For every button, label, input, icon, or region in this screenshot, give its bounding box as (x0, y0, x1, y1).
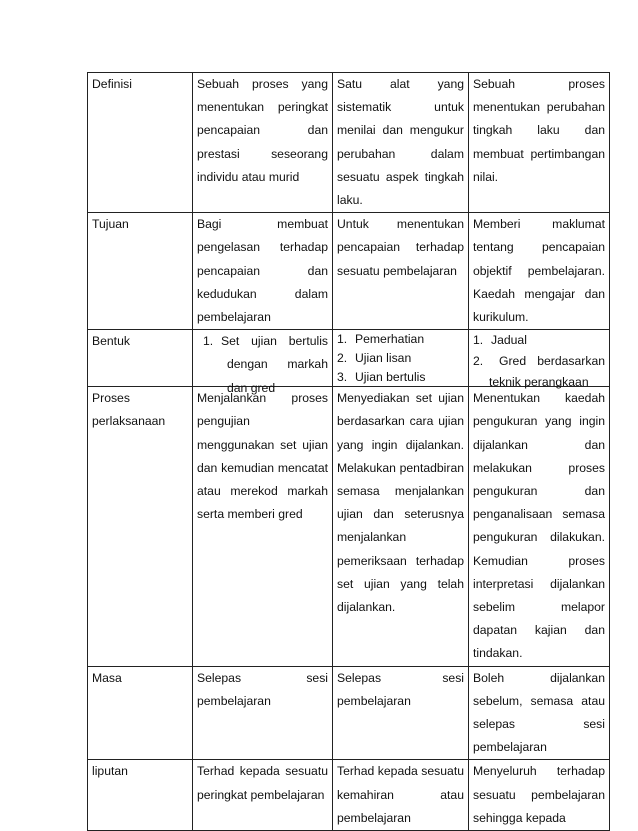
list-item (473, 330, 605, 351)
table-cell: Untuk menentukan pencapaian terhadap sesuatu pembelajaran (333, 213, 469, 330)
list-number: 2. (337, 351, 348, 366)
table-cell (469, 330, 610, 390)
list-text: Ujian lisan (355, 351, 412, 366)
table-cell: Memberi maklumat tentang pencapaian objektif pembelajaran. Kaedah mengajar dan kurikulum. (469, 213, 610, 330)
numbered-list (337, 330, 464, 387)
table-cell (333, 330, 469, 387)
list-number: 1. (473, 333, 484, 348)
list-number: 1. (203, 334, 214, 349)
list-text: Jadual (491, 333, 527, 348)
table-cell: Menentukan kaedah pengukuran yang ingin dijalankan dan melakukan proses pengukuran dan penganalisaan semasa pengukuran dilakukan. Kemudian proses interpretasi dijalankan sebelim melapor dapatan kajian dan tindakan. (469, 387, 610, 666)
table-cell: Terhad kepada sesuatu kemahiran atau pembelajaran (333, 760, 469, 831)
table-cell: Selepas sesi pembelajaran (193, 666, 333, 760)
table-cell: Satu alat yang sistematik untuk menilai dan mengukur perubahan dalam sesuatu aspek tingkah laku. (333, 73, 469, 213)
table-row (88, 73, 610, 213)
table-cell: Terhad kepada sesuatu peringkat pembelajaran (193, 760, 333, 831)
list-number: 1. (337, 332, 348, 347)
table-cell: Menjalankan proses pengujian menggunakan set ujian dan kemudian mencatat atau merekod markah serta memberi gred (193, 387, 333, 666)
row-label: Definisi (88, 73, 193, 213)
list-item (337, 330, 464, 349)
numbered-list (473, 330, 605, 393)
list-number: 2. (473, 354, 484, 369)
list-item (337, 349, 464, 368)
table-cell: Selepas sesi pembelajaran (333, 666, 469, 760)
row-label: liputan (88, 760, 193, 831)
table-cell: Sebuah proses yang menentukan peringkat pencapaian dan prestasi seseorang individu atau murid (193, 73, 333, 213)
table-cell: Sebuah proses menentukan perubahan tingkah laku dan membuat pertimbangan nilai. (469, 73, 610, 213)
list-item (337, 368, 464, 387)
row-label: Masa (88, 666, 193, 760)
table-row (88, 213, 610, 330)
table-cell: Boleh dijalankan sebelum, semasa atau selepas sesi pembelajaran (469, 666, 610, 760)
comparison-table (87, 72, 610, 831)
list-number: 3. (337, 370, 348, 385)
list-text: Set ujian bertulis dengan markah dan gred (221, 334, 328, 395)
table-row (88, 760, 610, 831)
table-cell: Menyeluruh terhadap sesuatu pembelajaran sehingga kepada (469, 760, 610, 831)
table-row (88, 387, 610, 666)
row-label: Proses perlaksanaan (88, 387, 193, 666)
table-cell (193, 330, 333, 395)
table-row (88, 330, 610, 387)
list-text: Ujian bertulis (355, 370, 426, 385)
table-cell: Bagi membuat pengelasan terhadap pencapaian dan kedudukan dalam pembelajaran (193, 213, 333, 330)
list-text: Pemerhatian (355, 332, 425, 347)
table-row (88, 666, 610, 760)
row-label: Tujuan (88, 213, 193, 330)
row-label: Bentuk (88, 330, 193, 387)
list-text: Gred berdasarkan teknik perangkaan (489, 354, 605, 390)
table-cell: Menyediakan set ujian berdasarkan cara ujian yang ingin dijalankan. Melakukan pentadbiran semasa menjalankan ujian dan seterusnya menjalankan pemeriksaan terhadap set ujian yang telah dijalankan. (333, 387, 469, 666)
